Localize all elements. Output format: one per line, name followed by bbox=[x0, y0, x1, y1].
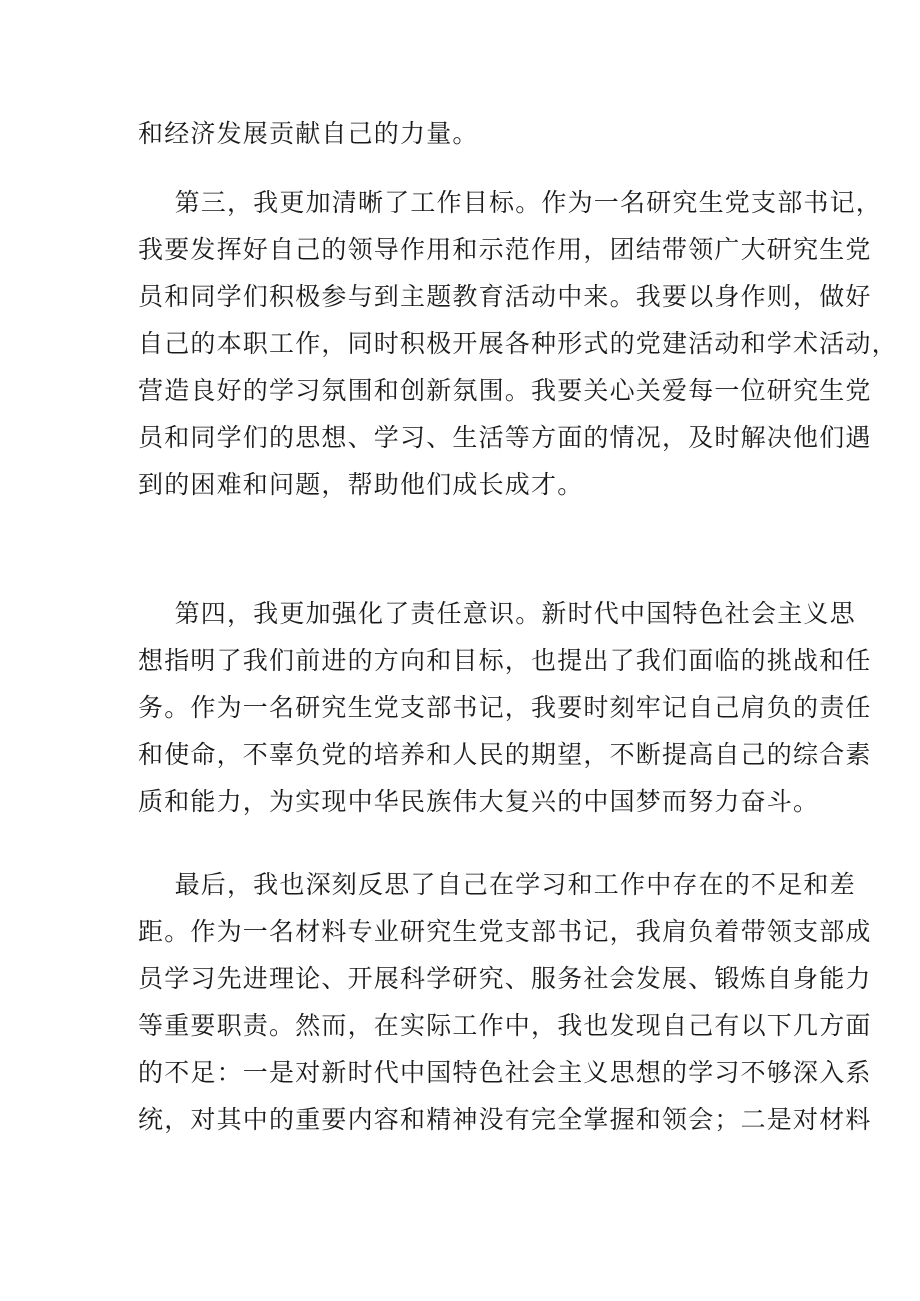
text-line: 距。作为一名材料专业研究生党支部书记，我肩负着带领支部成 bbox=[138, 917, 872, 946]
text-line: 员和同学们的思想、学习、生活等方面的情况，及时解决他们遇 bbox=[138, 423, 872, 452]
text-line: 我要发挥好自己的领导作用和示范作用，团结带领广大研究生党 bbox=[138, 235, 872, 264]
paragraph-fourth-point bbox=[138, 590, 872, 825]
text-line: 第四，我更加强化了责任意识。新时代中国特色社会主义思 bbox=[138, 599, 856, 628]
text-line: 员学习先进理论、开展科学研究、服务社会发展、锻炼自身能力 bbox=[138, 964, 872, 993]
text-line: 自己的本职工作，同时积极开展各种形式的党建活动和学术活动， bbox=[138, 329, 898, 358]
text-line: 想指明了我们前进的方向和目标，也提出了我们面临的挑战和任 bbox=[138, 646, 872, 675]
paragraph-third-point bbox=[138, 179, 898, 508]
text-line: 营造良好的学习氛围和创新氛围。我要关心关爱每一位研究生党 bbox=[138, 376, 872, 405]
text-line: 和使命，不辜负党的培养和人民的期望，不断提高自己的综合素 bbox=[138, 740, 872, 769]
paragraph-continuation bbox=[138, 110, 783, 157]
paragraph-final-reflection bbox=[138, 861, 872, 1143]
text-line: 员和同学们积极参与到主题教育活动中来。我要以身作则，做好 bbox=[138, 282, 872, 311]
text-line: 和经济发展贡献自己的力量。 bbox=[138, 119, 479, 148]
text-line: 务。作为一名研究生党支部书记，我要时刻牢记自己肩负的责任 bbox=[138, 693, 872, 722]
text-line: 第三，我更加清晰了工作目标。作为一名研究生党支部书记， bbox=[138, 188, 882, 217]
text-line: 统，对其中的重要内容和精神没有完全掌握和领会；二是对材料 bbox=[138, 1105, 872, 1134]
text-line: 到的困难和问题，帮助他们成长成才。 bbox=[138, 470, 584, 499]
text-line: 的不足：一是对新时代中国特色社会主义思想的学习不够深入系 bbox=[138, 1058, 872, 1087]
text-line: 最后，我也深刻反思了自己在学习和工作中存在的不足和差 bbox=[138, 870, 856, 899]
text-line: 质和能力，为实现中华民族伟大复兴的中国梦而努力奋斗。 bbox=[138, 787, 820, 816]
text-line: 等重要职责。然而，在实际工作中，我也发现自己有以下几方面 bbox=[138, 1011, 872, 1040]
